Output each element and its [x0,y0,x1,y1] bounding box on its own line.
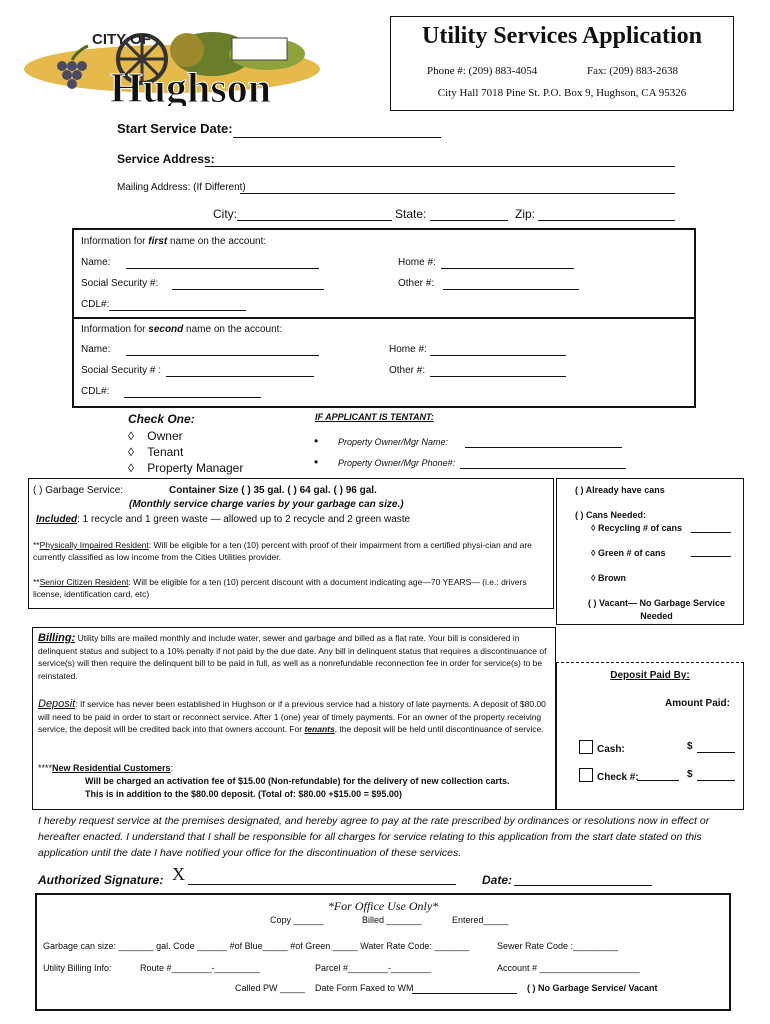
billing-text: Utility bills are mailed monthly and include water, sewer and garbage and billed as a flat rate. Your bill is considered in delinquent status and subject to a 10% penalty if not paid by the due date. Any bill in delinquent status that requires a discontinuance of service(s) will then require the delinquent bill to be paid in full, as well as a nonrefundable reconnection fee in order for service(s) to be reinstated. [38,633,547,681]
section-divider [74,317,694,319]
first-cdl-label: CDL#: [81,299,110,310]
senior-text: : Will be eligible for a ten (10) percent discount with a document indicating age—70 YEARS— (i.e.: drivers license, identification card, etc) [33,577,527,599]
check-checkbox[interactable] [579,768,593,782]
check-number-field[interactable] [637,780,679,781]
second-name-intro [81,324,282,335]
first-home-field[interactable] [441,268,574,269]
brown-cans-option[interactable]: ◊ Brown [591,573,626,583]
second-ssn-label: Social Security # : [81,365,162,376]
included-label: Included [36,514,78,525]
signature-x: X [172,864,185,884]
header-box [390,16,734,111]
office-route[interactable]: Route #________-_________ [140,963,260,973]
owner-mgr-phone-label: Property Owner/Mgr Phone#: [338,458,456,468]
zip-field[interactable] [538,220,675,221]
new-prefix: **** [38,763,53,773]
office-parcel[interactable]: Parcel #________-________ [315,963,432,973]
cans-box [556,478,744,625]
phys-text: : Will be eligible for a ten (10) percent with proof of their impairment from a certified physi-cian and are currently classified as low income from the Cities Utilities provider. [33,540,532,562]
logo-name: Hughson [110,66,272,106]
city-logo [22,14,327,106]
billing-box [32,627,556,810]
first-other-field[interactable] [443,289,579,290]
billing-paragraph [38,632,553,682]
city-field[interactable] [237,220,392,221]
second-name-field[interactable] [126,355,319,356]
check-dollar: $ [687,769,693,780]
option-owner[interactable] [128,429,183,443]
phys-label: Physically Impaired Resident [39,540,149,550]
owner-mgr-name-label: Property Owner/Mgr Name: [338,437,449,447]
garbage-service-option[interactable]: ( ) Garbage Service: [33,485,124,496]
state-label: State: [395,207,427,221]
cash-checkbox[interactable] [579,740,593,754]
zip-label: Zip: [515,207,536,221]
second-ssn-field[interactable] [166,376,314,377]
second-name-label: Name: [81,344,111,355]
office-called-pw[interactable]: Called PW _____ [235,983,306,993]
owner-mgr-phone-field[interactable] [460,468,626,469]
date-label: Date: [482,873,513,887]
diamond-icon: ◊ [128,461,134,475]
included-note [36,514,410,525]
bullet-icon: • [314,455,319,469]
second-intro-post: name on the account: [183,324,283,335]
first-home-label: Home #: [398,257,436,268]
start-date-label: Start Service Date: [117,121,233,136]
new-customers-line2: This is in addition to the $80.00 deposit. (Total of: $80.00 +$15.00 = $95.00) [85,789,402,799]
city-label: City: [213,207,237,221]
cash-amount-field[interactable] [697,752,735,753]
first-ssn-field[interactable] [172,289,324,290]
included-text: : 1 recycle and 1 green waste — allowed up to 2 recycle and 2 green waste [77,514,411,525]
owner-label: Owner [147,429,183,443]
already-have-cans-option[interactable]: ( ) Already have cans [575,485,665,495]
second-intro-pre: Information for [81,324,149,335]
office-entered[interactable]: Entered_____ [452,915,509,925]
option-tenant[interactable] [128,445,183,459]
green-cans-label: ◊ Green # of cans [591,548,666,558]
senior-label: Senior Citizen Resident [39,577,129,587]
diamond-icon: ◊ [128,429,134,443]
applicant-info-box [72,228,696,408]
new-customers-line1: Will be charged an activation fee of $15.00 (Non-refundable) for the delivery of new collection carts. [85,776,510,786]
state-field[interactable] [430,220,508,221]
second-home-label: Home #: [389,344,427,355]
fax-number: Fax: (209) 883-2638 [587,65,679,77]
recycling-cans-field[interactable] [691,532,731,533]
deposit-text-b: , the deposit will be held until discontinuance of service. [334,724,544,734]
billing-label: Billing: [38,632,76,644]
cans-needed-option[interactable]: ( ) Cans Needed: [575,510,647,520]
manager-label: Property Manager [147,461,244,475]
logo-city-of: CITY OF [92,31,151,48]
deposit-paid-box [556,662,744,810]
first-intro-em: first [148,236,168,247]
first-intro-pre: Information for [81,236,149,247]
check-label: Check #: [597,772,639,783]
garbage-service-box [28,478,554,609]
first-other-label: Other #: [398,278,435,289]
service-address-label: Service Address: [117,152,215,166]
cash-label: Cash: [597,744,625,755]
second-other-field[interactable] [430,376,566,377]
deposit-tenants: tenants [304,724,335,734]
senior-citizen-note [33,576,548,600]
office-use-box [35,893,731,1011]
signature-field[interactable] [188,884,456,885]
bullet-icon: • [314,434,319,448]
container-size-options[interactable]: Container Size ( ) 35 gal. ( ) 64 gal. ( ) 96 gal. [169,485,377,496]
mailing-address-field[interactable] [240,193,675,194]
check-option[interactable] [579,768,639,783]
check-amount-field[interactable] [697,780,735,781]
mailing-address-label: Mailing Address: (If Different) [117,182,246,193]
deposit-paragraph [38,698,553,736]
first-name-field[interactable] [126,268,319,269]
new-colon: : [170,763,174,773]
agreement-text: I hereby request service at the premises designated, and hereby agree to pay at the rate prescribed by ordinances or resolutions now in effect or hereafter enacted. I understand that I shall be responsible for all charges for service relating to this application from the start date stated on this application until the date I have notified your office for the discontinuation of these services. [38,815,710,859]
city-hall-address: City Hall 7018 Pine St. P.O. Box 9, Hughson, CA 95326 [437,87,687,99]
vacant-option[interactable]: ( ) Vacant— No Garbage Service Needed [587,598,726,621]
first-intro-post: name on the account: [167,236,267,247]
tenant-section-title: IF APPLICANT IS TENTANT: [315,412,434,422]
recycling-cans-label: ◊ Recycling # of cans [591,523,682,533]
second-other-label: Other #: [389,365,426,376]
second-home-field[interactable] [430,355,566,356]
amount-paid-label: Amount Paid: [665,698,730,709]
deposit-label: Deposit [38,698,76,710]
owner-mgr-name-field[interactable] [465,447,622,448]
office-date-faxed: Date Form Faxed to WM [315,983,414,993]
start-date-field[interactable] [233,137,441,138]
office-billed[interactable]: Billed _______ [362,915,422,925]
office-garbage-info[interactable]: Garbage can size: _______ gal. Code ______ #of Blue_____ #of Green _____ Water Rate Code: _______ [43,941,470,951]
second-cdl-field[interactable] [124,397,261,398]
phys-prefix: ** [33,540,40,550]
second-intro-em: second [148,324,184,335]
phone-number: Phone #: (209) 883-4054 [427,65,538,77]
date-field[interactable] [514,885,652,886]
tenant-label: Tenant [147,445,184,459]
page-title: Utility Services Application [422,23,702,49]
first-name-intro [81,236,266,247]
signature-label: Authorized Signature: [38,873,164,887]
diamond-icon: ◊ [128,445,134,459]
office-billing-info-label: Utility Billing Info: [43,963,112,973]
physically-impaired-note [33,539,548,563]
monthly-charge-note: (Monthly service charge varies by your garbage can size.) [129,499,404,510]
new-customers-heading [38,763,173,773]
check-one-title: Check One: [128,412,195,426]
deposit-text-a: : If service has never been established in Hughson or if a previous service had a history of late payments. A deposit of $80.00 will need to be paid in order to start or reconnect service. After 1 (one) year of timely payments. For an owner of the property receiving service, the deposit will be credited back into that owners account. For [38,699,546,734]
option-property-manager[interactable] [128,461,243,475]
green-cans-field[interactable] [691,556,731,557]
office-no-garbage-vacant[interactable]: ( ) No Garbage Service/ Vacant [527,983,658,993]
first-cdl-field[interactable] [109,310,246,311]
service-address-field[interactable] [205,166,675,167]
office-date-faxed-field[interactable] [412,993,517,994]
office-sewer-rate[interactable]: Sewer Rate Code :_________ [497,941,619,951]
first-ssn-label: Social Security #: [81,278,159,289]
office-account[interactable]: Account # ____________________ [497,963,640,973]
second-cdl-label: CDL#: [81,386,110,397]
senior-prefix: ** [33,577,40,587]
cash-option[interactable] [579,740,625,755]
deposit-paid-title: Deposit Paid By: [610,670,690,681]
office-copy[interactable]: Copy ______ [270,915,324,925]
first-name-label: Name: [81,257,111,268]
new-label: New Residential Customers [52,763,171,773]
office-use-title: *For Office Use Only* [327,899,439,913]
cash-dollar: $ [687,741,693,752]
